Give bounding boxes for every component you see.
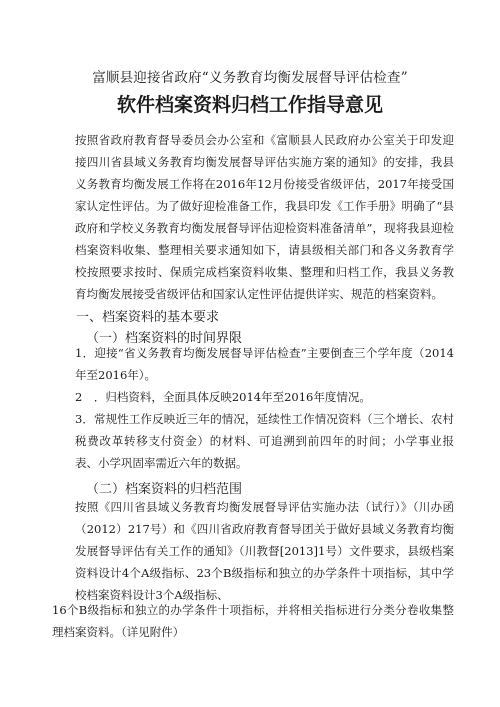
subsection-heading-1: （一）档案资料的时间界限	[86, 331, 243, 346]
item-1-text: 1．迎接“省义务教育均衡发展督导评估检查”主要倒查三个学年度（2014年至2016年）。	[75, 346, 454, 382]
intro-text: 按照省政府教育督导委员会办公室和《富顺县人民政府办公室关于印发迎接四川省县域义务教育均衡发展督导评估实施方案的通知》的安排，我县义务教育均衡发展工作将在2016年12月份接受省级评估，2017年接受国家认定性评估。为了做好迎检准备工作，我县印发《工作手册》明确了“县政府和学校义务教育均衡发展督导评估迎检资料准备清单”，现将我县迎检档案资料收集、整理相关要求通知如下，请县级相关部门和各义务教育学校按照要求按时、保质完成档案资料收集、整理和归档工作，我县义务教育均衡发展接受省级评估和国家认定性评估提供详实、规范的档案资料。	[75, 133, 454, 301]
item-3-text: 3．常规性工作反映近三年的情况，延续性工作情况资料（三个增长、农村税费改革转移支付资金）的材料、可追溯到前四年的时间；小学事业报表、小学巩固率需近六年的数据。	[75, 412, 454, 470]
document-title: 软件档案资料归档工作指导意见	[116, 94, 383, 116]
section-heading-1: 一、档案资料的基本要求	[76, 310, 220, 325]
item-2-text: 2 ．归档资料，全面具体反映2014年至2016年度情况。	[75, 390, 371, 404]
scope-paragraph	[52, 496, 454, 606]
scope-paragraph-continued	[52, 599, 454, 643]
subsection-heading-2: （二）档案资料的归档范围	[86, 482, 243, 497]
scope-text: 按照《四川省县域义务教育均衡发展督导评估实施办法（试行）》（川办函（2012）217号）和《四川省政府教育督导团关于做好县域义务教育均衡发展督导评估有关工作的通知》（川教督[2013]1号）文件要求，县级档案资料设计4个A级指标、23个B级指标和独立的办学条件十项指标，其中学校档案资料设计3个A级指标、	[75, 500, 454, 602]
item-1	[52, 342, 454, 386]
intro-paragraph	[52, 129, 454, 305]
document-subtitle: 富顺县迎接省政府“义务教育均衡发展督导评估检查”	[92, 70, 408, 86]
scope-continued-text: 16个B级指标和独立的办学条件十项指标，并将相关指标进行分类分卷收集整理档案资料。（详见附件）	[52, 603, 454, 639]
item-2	[52, 386, 454, 408]
item-3	[52, 408, 454, 474]
